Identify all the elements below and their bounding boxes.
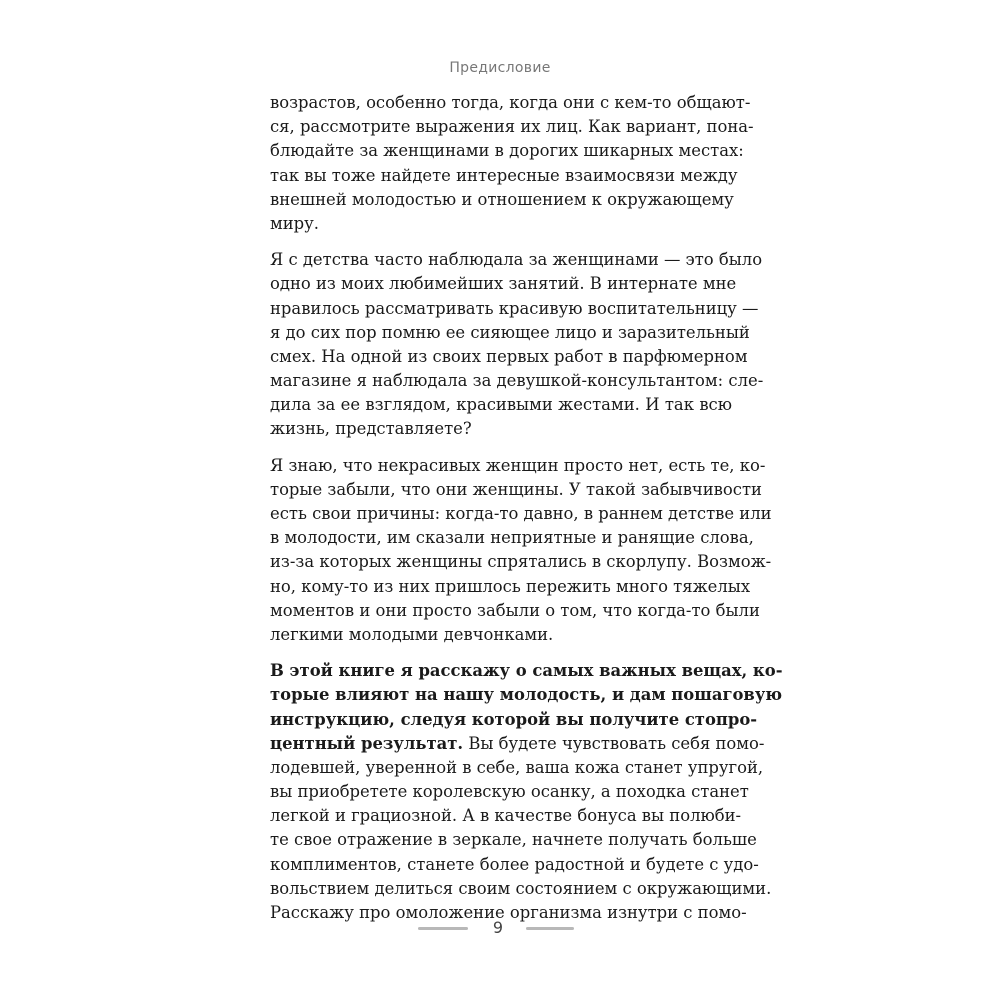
text-line: вольствием делиться своим состоянием с окружающими. [270, 878, 772, 898]
text-line: одно из моих любимейших занятий. В интернате мне [270, 274, 737, 294]
footer-rule-left [418, 927, 468, 930]
text-line: Я с детства часто наблюдала за женщинами — это было [270, 250, 763, 270]
text-line: комплиментов, станете более радостной и будете с удо- [270, 854, 759, 874]
text-line: ся, рассмотрите выражения их лиц. Как вариант, пона- [270, 117, 754, 137]
text-line: есть свои причины: когда-то давно, в раннем детстве или [270, 504, 772, 523]
body-text [270, 91, 783, 925]
bold-fragment: центный результат. [270, 733, 464, 753]
text-line: лодевшей, уверенной в себе, ваша кожа станет упругой, [270, 757, 764, 777]
text-line: вы приобретете королевскую осанку, а походка станет [270, 782, 749, 802]
paragraph [270, 454, 772, 648]
running-header: Предисловие [449, 60, 551, 76]
page-footer [0, 916, 1000, 940]
paragraph [270, 659, 783, 925]
text-line: торые забыли, что они женщины. У такой забывчивости [270, 479, 762, 499]
text-line: Я знаю, что некрасивых женщин просто нет, есть те, ко- [270, 455, 766, 475]
text-line: в молодости, им сказали неприятные и ранящие слова, [270, 528, 754, 548]
text-line: нравилось рассматривать красивую воспитательницу — [270, 298, 759, 318]
text-line: те свое отражение в зеркале, начнете получать больше [270, 830, 757, 850]
text-line: миру. [270, 213, 320, 233]
bold-text-line: торые влияют на нашу молодость, и дам пошаговую [270, 685, 783, 705]
text-line: я до сих пор помню ее сияющее лицо и заразительный [270, 322, 750, 342]
text-line: смех. На одной из своих первых работ в парфюмерном [270, 346, 748, 366]
bold-text-line: В этой книге я расскажу о самых важных вещах, ко- [270, 661, 783, 681]
text-line: дила за ее взглядом, красивыми жестами. И так всю [270, 395, 732, 415]
text-line: возрастов, особенно тогда, когда они с кем-то общают- [270, 93, 751, 112]
text-fragment: Вы будете чувствовать себя помо- [463, 733, 765, 753]
mixed-text-line [270, 732, 765, 756]
text-line: моментов и они просто забыли о том, что когда-то были [270, 600, 760, 620]
text-line: внешней молодостью и отношением к окружающему [270, 189, 734, 209]
text-line: но, кому-то из них пришлось пережить много тяжелых [270, 576, 751, 596]
text-line: так вы тоже найдете интересные взаимосвязи между [270, 165, 738, 185]
paragraph-gap [270, 236, 732, 248]
footer-rule-right [526, 927, 574, 930]
page-number: 9 [492, 918, 504, 937]
paragraph [270, 248, 764, 442]
bold-text-line: инструкцию, следуя которой вы получите стопро- [270, 709, 758, 729]
paragraph-gap [270, 647, 732, 659]
text-line: жизнь, представляете? [270, 419, 472, 439]
text-line: легкой и грациозной. А в качестве бонуса вы полюби- [270, 806, 742, 826]
text-line: из-за которых женщины спрятались в скорлупу. Возмож- [270, 552, 772, 572]
text-line: магазине я наблюдала за девушкой-консультантом: сле- [270, 371, 764, 391]
text-line: легкими молодыми девчонками. [270, 624, 554, 644]
text-line: Расскажу про омоложение организма изнутри с помо- [270, 903, 747, 922]
paragraph-gap [270, 442, 732, 454]
text-line: блюдайте за женщинами в дорогих шикарных местах: [270, 141, 744, 161]
paragraph [270, 91, 754, 236]
